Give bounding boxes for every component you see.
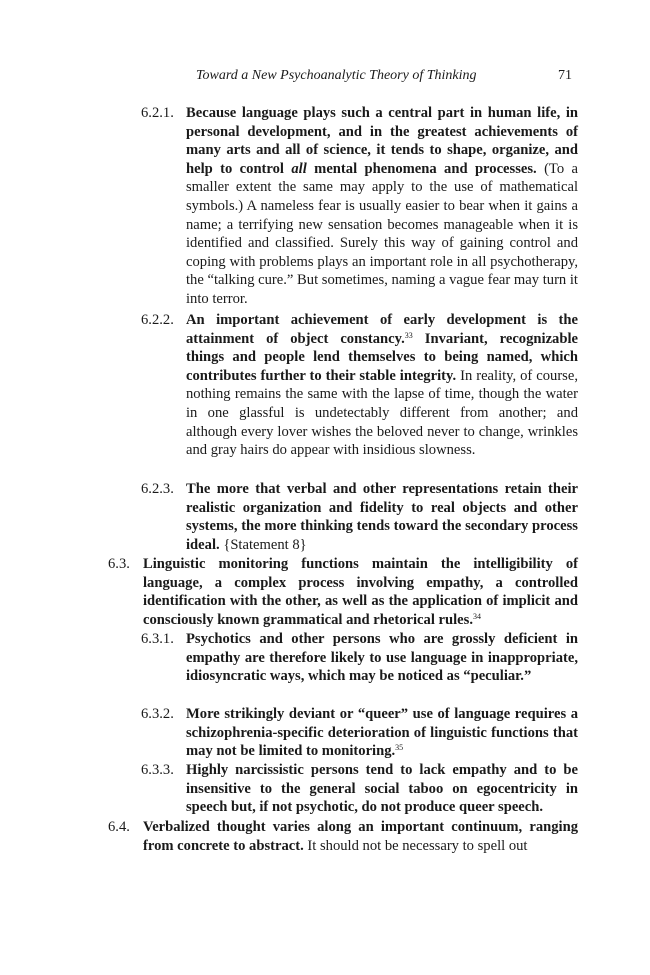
section-number: 6.3.1. (141, 631, 174, 647)
bold-statement: Verbalized thought varies along an important continuum, ranging from concrete to abstract. (143, 819, 578, 854)
footnote-marker[interactable]: 34 (472, 611, 481, 621)
bold-statement-continued: Invariant, recognizable things and people lend themselves to being named, which contributes further to their stable integrity. (186, 330, 578, 384)
body-text: (To a smaller extent the same may apply to the use of mathematical symbols.) A nameless fear is usually easier to bear when it gains a name; a terrifying new sensation becomes manageable when it is identified and classified. Surely this way of gaining control and coping with problems plays an important role in all psychotherapy, the “talking cure.” But sometimes, naming a vague fear may turn it into terror. (186, 160, 578, 307)
section-6-3-2 (141, 705, 578, 761)
section-6-3 (108, 555, 578, 629)
page-header (0, 68, 650, 88)
bold-statement: The more that verbal and other representations retain their realistic organization and fidelity to real objects and other systems, the more thinking tends toward the secondary process ideal. (186, 481, 578, 553)
section-6-2-2 (141, 311, 578, 460)
bold-statement: More strikingly deviant or “queer” use of language requires a schizophrenia-specific deterioration of linguistic functions that may not be limited to monitoring. (186, 706, 578, 760)
section-number: 6.4. (108, 819, 130, 835)
section-number: 6.2.3. (141, 481, 174, 497)
bold-statement: An important achievement of early development is the attainment of object constancy. (186, 312, 578, 347)
section-number: 6.3.3. (141, 762, 174, 778)
section-number: 6.3. (108, 556, 130, 572)
body-text: It should not be necessary to spell out (307, 837, 528, 854)
page-number: 71 (558, 68, 572, 83)
footnote-marker[interactable]: 33 (404, 330, 413, 340)
section-number: 6.2.1. (141, 105, 174, 121)
bold-statement: Psychotics and other persons who are grossly deficient in empathy are therefore likely to use language in inappropriate, idiosyncratic ways, which may be noticed as “peculiar.” (186, 631, 578, 685)
section-6-2-3 (141, 480, 578, 554)
body-text: In reality, of course, nothing remains the same with the lapse of time, though the water in one glassful is undetectably different from another; and although every lover wishes the beloved never to change, wrinkles and gray hairs do appear with insidious slowness. (186, 367, 578, 459)
section-6-2-1 (141, 104, 578, 309)
running-head: Toward a New Psychoanalytic Theory of Thinking (196, 68, 477, 83)
statement-reference: {Statement 8} (223, 536, 307, 553)
section-6-4 (108, 818, 578, 855)
section-number: 6.2.2. (141, 312, 174, 328)
bold-statement: Highly narcissistic persons tend to lack empathy and to be insensitive to the general social taboo on egocentricity in speech but, if not psychotic, do not produce queer speech. (186, 762, 578, 816)
footnote-marker[interactable]: 35 (395, 743, 404, 753)
bold-statement: Linguistic monitoring functions maintain the intelligibility of language, a complex process involving empathy, a controlled identification with the other, as well as the application of implicit and consciously known grammatical and rhetorical rules. (143, 556, 578, 628)
bold-statement-continued: mental phenomena and processes. (314, 160, 537, 177)
bold-statement: Because language plays such a central part in human life, in personal development, and in the greatest achievements of many arts and all of science, it tends to shape, organize, and help to control (186, 105, 578, 177)
section-6-3-1 (141, 630, 578, 686)
section-6-3-3 (141, 761, 578, 817)
emphasis-all: all (291, 160, 307, 177)
section-number: 6.3.2. (141, 706, 174, 722)
